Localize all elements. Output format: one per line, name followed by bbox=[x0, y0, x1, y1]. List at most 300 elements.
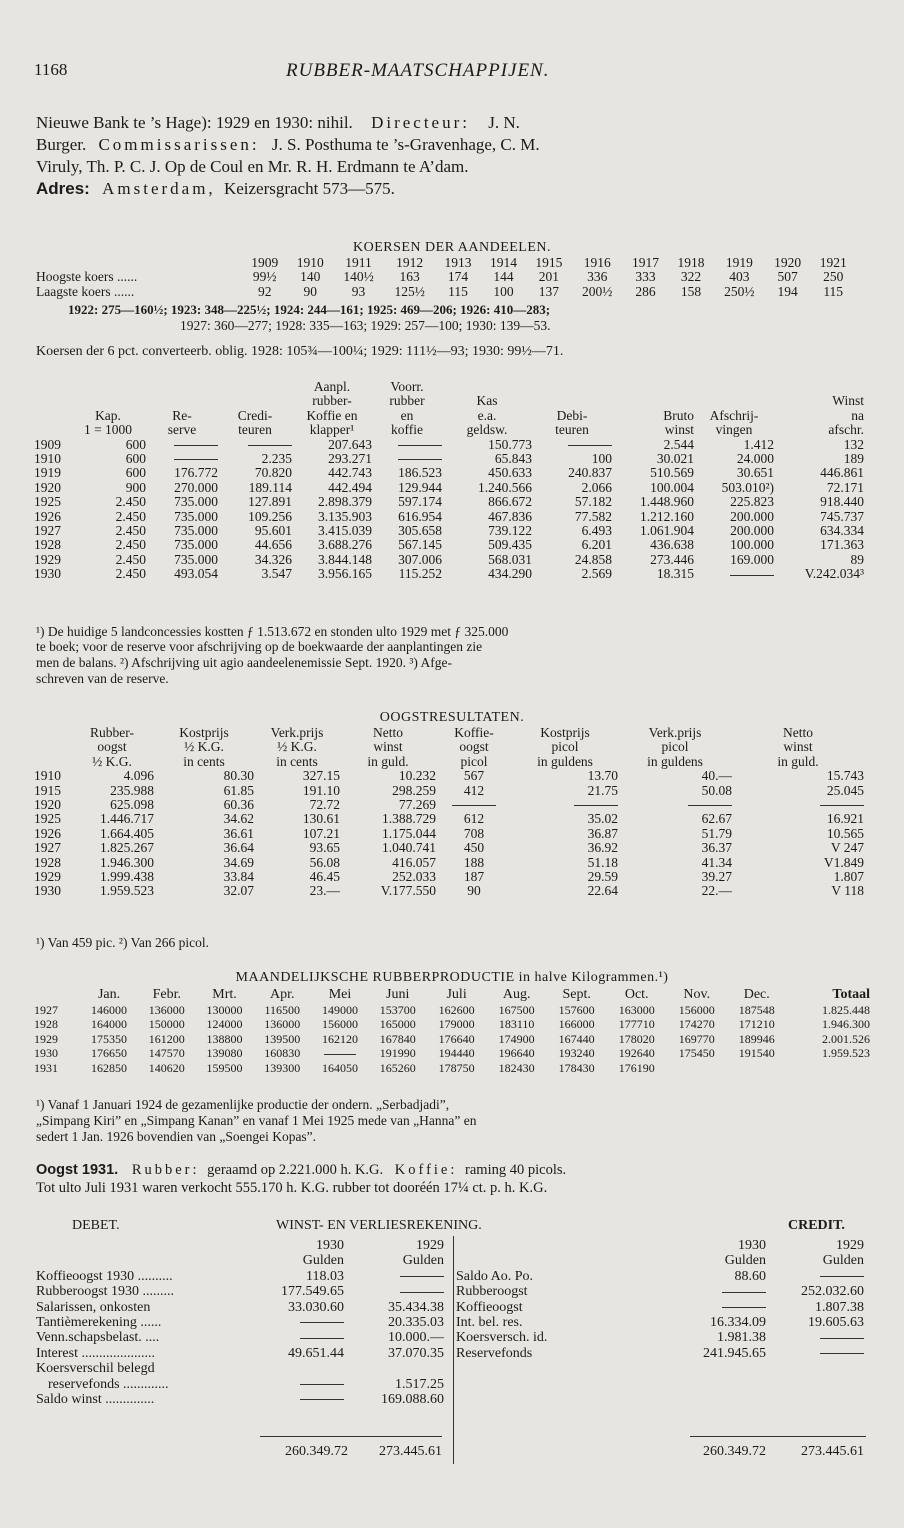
balans-cell: 2.066 bbox=[581, 479, 612, 495]
balans-cell: 509.435 bbox=[488, 537, 532, 553]
oogst-header-cell: in guldens bbox=[647, 753, 703, 769]
oogst-cell: 90 bbox=[467, 883, 481, 899]
oogst-cell: 22.64 bbox=[587, 883, 618, 899]
oogst-year: 1926 bbox=[34, 825, 61, 841]
directeur-name: J. N. bbox=[488, 113, 520, 132]
balans-cell: 200.000 bbox=[730, 508, 774, 524]
wv-year-b: 1929 bbox=[416, 1238, 444, 1253]
balans-cell: 450.633 bbox=[488, 465, 532, 481]
koersen-value: 333 bbox=[635, 269, 656, 285]
wv-row bbox=[36, 1361, 444, 1376]
oogst-year: 1915 bbox=[34, 782, 61, 798]
maand-value: 183110 bbox=[498, 1017, 535, 1032]
wv-label: Int. bel. res. bbox=[456, 1315, 523, 1331]
wv-amount: 37.070.35 bbox=[388, 1345, 444, 1361]
wv-amount bbox=[344, 1361, 444, 1376]
balans-cell: 1.412 bbox=[743, 436, 774, 452]
wv-total-credit-a: 260.349.72 bbox=[703, 1444, 766, 1459]
maand-month: Aug. bbox=[502, 987, 531, 1002]
maand-value: 194440 bbox=[438, 1046, 475, 1061]
wv-row bbox=[456, 1269, 864, 1284]
balans-header-cell: Koffie en bbox=[306, 407, 358, 423]
maand-month: Juni bbox=[386, 987, 410, 1002]
balans-cell: 616.954 bbox=[398, 508, 442, 524]
wv-amount: 241.945.65 bbox=[703, 1345, 766, 1361]
wv-amount: 88.60 bbox=[734, 1268, 766, 1284]
balans-year: 1930 bbox=[34, 566, 61, 582]
maand-value: 116500 bbox=[264, 1002, 301, 1017]
balans-header-cell bbox=[34, 423, 70, 437]
balans-cell bbox=[532, 438, 612, 452]
oogst-cell: 36.61 bbox=[223, 825, 254, 841]
oogst-cell: 450 bbox=[463, 840, 485, 856]
oogst-note: ¹) Van 459 pic. ²) Van 266 picol. bbox=[36, 935, 209, 950]
balans-note-1: ¹) De huidige 5 landconcessies kostten ƒ 1.513.672 en stonden ulto 1929 met ƒ 325.000 bbox=[36, 624, 509, 639]
maand-value: 174900 bbox=[498, 1031, 535, 1046]
maand-value: 164050 bbox=[321, 1060, 358, 1075]
dash-mark bbox=[568, 445, 612, 446]
commissarissen-names: J. S. Posthuma te ’s-Gravenhage, C. M. bbox=[271, 135, 540, 154]
oogst-cell: 46.45 bbox=[309, 869, 340, 885]
dash-mark bbox=[722, 1307, 766, 1308]
balans-cell: 2.450 bbox=[115, 566, 146, 582]
maand-value: 189946 bbox=[738, 1031, 775, 1046]
maand-value: 178430 bbox=[558, 1060, 595, 1075]
oogst-cell: 51.79 bbox=[701, 825, 732, 841]
maand-value: 161200 bbox=[148, 1031, 185, 1046]
koersen-value: 144 bbox=[493, 269, 514, 285]
balans-cell: 503.010²) bbox=[721, 479, 774, 495]
koersen-year: 1914 bbox=[489, 255, 517, 270]
balans-cell bbox=[146, 438, 218, 452]
koersen-year: 1912 bbox=[396, 255, 424, 270]
balans-cell: 307.006 bbox=[398, 551, 442, 567]
maand-value: 176650 bbox=[91, 1046, 128, 1061]
maand-month: Apr. bbox=[270, 987, 295, 1002]
maand-value: 177710 bbox=[618, 1017, 655, 1032]
oogst-header-cell: Koffie- bbox=[454, 725, 494, 740]
wv-row bbox=[36, 1300, 444, 1315]
wv-year-a: 1930 bbox=[738, 1238, 766, 1253]
oogst-header-cell: Kostprijs bbox=[540, 725, 590, 740]
wv-label: reservefonds ............. bbox=[48, 1376, 169, 1392]
maand-value: 139500 bbox=[264, 1031, 301, 1046]
oogst-cell: 1.959.523 bbox=[100, 883, 154, 899]
page-number: 1168 bbox=[34, 60, 68, 79]
oogst-cell: 13.70 bbox=[587, 768, 618, 784]
balans-cell: 600 bbox=[125, 465, 146, 481]
oogst-row bbox=[34, 798, 864, 812]
wv-label: Interest ..................... bbox=[36, 1345, 155, 1361]
dash-mark bbox=[574, 805, 618, 806]
koersen-year: 1915 bbox=[535, 255, 563, 270]
oogst-header-cell: Verk.prijs bbox=[648, 725, 702, 740]
oogst-cell: 1.040.741 bbox=[382, 840, 436, 856]
maand-value bbox=[667, 1061, 727, 1076]
balans-cell: 77.582 bbox=[574, 508, 612, 524]
koersen-value: 174 bbox=[447, 269, 469, 285]
oogst-cell: 1.999.438 bbox=[100, 869, 154, 885]
maand-value: 165260 bbox=[379, 1060, 416, 1075]
balans-cell: 3.844.148 bbox=[318, 551, 372, 567]
wv-amount: 35.434.38 bbox=[388, 1299, 444, 1315]
wv-amount bbox=[766, 1269, 864, 1284]
wv-label: Rubberoogst 1930 ......... bbox=[36, 1284, 175, 1300]
balans-cell: 6.201 bbox=[581, 537, 612, 553]
balans-header-cell bbox=[694, 380, 774, 394]
balans-cell: V.242.034³ bbox=[804, 566, 864, 582]
oogst-year: 1930 bbox=[34, 883, 61, 899]
oogst-cell: 1.807 bbox=[833, 869, 864, 885]
maand-value: 153700 bbox=[379, 1002, 416, 1017]
oogst-cell: 612 bbox=[463, 811, 485, 827]
balans-cell: 600 bbox=[125, 436, 146, 452]
oogst-cell: 36.92 bbox=[587, 840, 618, 856]
maand-value: 162120 bbox=[321, 1031, 358, 1046]
oogst-cell: 10.565 bbox=[826, 825, 864, 841]
wv-amount: 169.088.60 bbox=[381, 1392, 444, 1408]
koersen-value: 286 bbox=[635, 283, 656, 299]
balans-cell: 273.446 bbox=[650, 551, 694, 567]
oogst-cell: 40.— bbox=[701, 768, 732, 784]
oogst-cell: 60.36 bbox=[223, 797, 254, 813]
oogst1931-label: Oogst 1931. bbox=[36, 1162, 119, 1178]
wv-label: Koersverschil belegd bbox=[36, 1361, 155, 1377]
balans-cell: 600 bbox=[125, 451, 146, 467]
maand-value: 138800 bbox=[206, 1031, 243, 1046]
wv-amount bbox=[676, 1300, 766, 1315]
balans-cell: 446.861 bbox=[820, 465, 864, 481]
balans-row bbox=[34, 452, 864, 466]
oogst-header-cell: in cents bbox=[276, 753, 318, 769]
balans-header-cell: Credi- bbox=[237, 407, 273, 423]
maand-value: 164000 bbox=[91, 1017, 128, 1032]
oogst-cell: 298.259 bbox=[392, 782, 436, 798]
intro-line-3: Viruly, Th. P. C. J. Op de Coul en Mr. R. H. Erdmann te A’dam. bbox=[36, 157, 469, 176]
wv-row bbox=[36, 1315, 444, 1330]
koersen-value: 115 bbox=[448, 283, 468, 299]
balans-cell: 735.000 bbox=[174, 523, 218, 539]
wv-amount: 1.807.38 bbox=[815, 1299, 864, 1315]
dash-mark bbox=[248, 445, 292, 446]
balans-header-row bbox=[34, 409, 864, 423]
oogst-cell: V 118 bbox=[831, 883, 864, 899]
oogst-row bbox=[34, 841, 864, 855]
dash-mark bbox=[174, 445, 218, 446]
koersen-year: 1916 bbox=[583, 255, 611, 270]
maand-month: Juli bbox=[446, 987, 467, 1002]
wv-row bbox=[456, 1300, 864, 1315]
wv-credit-label: CREDIT. bbox=[788, 1218, 845, 1233]
balans-row bbox=[34, 438, 864, 452]
wv-total-debet-a: 260.349.72 bbox=[285, 1444, 348, 1459]
balans-header-cell: Aanpl. bbox=[313, 379, 351, 394]
balans-cell bbox=[372, 452, 442, 466]
wv-amount bbox=[260, 1377, 344, 1392]
rubber-label: Rubber: bbox=[131, 1162, 200, 1178]
balans-row bbox=[34, 481, 864, 495]
maand-value: 162600 bbox=[438, 1002, 475, 1017]
balans-cell: 1.061.904 bbox=[640, 523, 694, 539]
balans-row bbox=[34, 510, 864, 524]
koersen-value: 90 bbox=[303, 283, 317, 299]
koersen-year: 1917 bbox=[632, 255, 660, 270]
wv-year-b: 1929 bbox=[836, 1238, 864, 1253]
balans-year: 1929 bbox=[34, 551, 61, 567]
balans-header-cell bbox=[442, 380, 532, 394]
balans-note-2: te boek; voor de reserve voor afschrijving op de boekwaarde der aanplantingen zie bbox=[36, 639, 483, 654]
balans-header-cell bbox=[218, 394, 292, 408]
oogst-cell: 1.446.717 bbox=[100, 811, 154, 827]
maand-note-3: sedert 1 Jan. 1926 bovendien van „Soengei Kopas”. bbox=[36, 1129, 317, 1144]
wv-unit: Gulden bbox=[302, 1253, 344, 1269]
oogst-year: 1927 bbox=[34, 840, 61, 856]
dash-mark bbox=[300, 1322, 344, 1323]
balans-header-cell bbox=[34, 394, 70, 408]
balans-header-cell: Kas bbox=[476, 393, 498, 409]
oogst-cell: 252.033 bbox=[392, 869, 436, 885]
koersen-line-bold: 1922: 275—160½; 1923: 348—225½; 1924: 244—161; 1925: 469—206; 1926: 410—283; bbox=[68, 302, 551, 317]
balans-cell: 70.820 bbox=[254, 465, 292, 481]
oogst-header-cell: winst bbox=[373, 739, 403, 755]
balans-cell: 3.956.165 bbox=[318, 566, 372, 582]
oogst-cell: 62.67 bbox=[701, 811, 732, 827]
wv-row bbox=[36, 1377, 444, 1392]
balans-row bbox=[34, 524, 864, 538]
koersen-value: 200½ bbox=[582, 283, 613, 299]
balans-header-cell bbox=[218, 380, 292, 394]
balans-cell: 493.054 bbox=[174, 566, 218, 582]
koersen-row bbox=[36, 285, 856, 299]
maand-month: Mrt. bbox=[212, 987, 237, 1002]
balans-header-cell: Afschrij- bbox=[709, 407, 759, 423]
balans-cell: 2.450 bbox=[115, 523, 146, 539]
balans-cell: 44.656 bbox=[254, 537, 292, 553]
balans-year: 1919 bbox=[34, 465, 61, 481]
wv-row bbox=[36, 1330, 444, 1345]
koersen-value: 201 bbox=[538, 269, 560, 285]
koersen-year-row bbox=[36, 256, 856, 270]
wv-amount: 1.517.25 bbox=[395, 1376, 444, 1392]
maand-note-1: ¹) Vanaf 1 Januari 1924 de gezamenlijke productie der ondern. „Serbadjadi”, bbox=[36, 1097, 450, 1112]
dash-mark bbox=[400, 1276, 444, 1277]
balans-header-cell: en bbox=[400, 407, 414, 423]
koersen-row-label: Hoogste koers ...... bbox=[36, 269, 138, 285]
dash-mark bbox=[398, 445, 442, 446]
balans-cell: 169.000 bbox=[730, 551, 774, 567]
wv-amount bbox=[676, 1284, 766, 1299]
maand-month: Sept. bbox=[562, 987, 591, 1002]
oogst-cell: 32.07 bbox=[223, 883, 254, 899]
wv-total-debet-b: 273.445.61 bbox=[379, 1444, 442, 1459]
maand-value: 169770 bbox=[678, 1031, 715, 1046]
wv-amount: 33.030.60 bbox=[288, 1299, 344, 1315]
maand-value: 139300 bbox=[264, 1060, 301, 1075]
oogst-header-row bbox=[34, 740, 864, 754]
wv-title: WINST- EN VERLIESREKENING. bbox=[276, 1218, 482, 1233]
maand-value: 176190 bbox=[618, 1060, 655, 1075]
dash-mark bbox=[174, 459, 218, 460]
balans-cell: 24.000 bbox=[736, 451, 774, 467]
oogst-header-cell: Kostprijs bbox=[179, 725, 229, 740]
koersen-value: 194 bbox=[777, 283, 798, 299]
balans-year: 1909 bbox=[34, 436, 61, 452]
oogst-table bbox=[34, 726, 864, 899]
balans-cell: 109.256 bbox=[248, 508, 292, 524]
maand-month: Dec. bbox=[743, 987, 770, 1002]
balans-header-cell bbox=[34, 380, 70, 394]
balans-cell: 132 bbox=[843, 436, 864, 452]
oogst-header-cell: picol bbox=[661, 739, 689, 755]
maand-value bbox=[727, 1061, 787, 1076]
maand-value bbox=[787, 1061, 870, 1076]
wv-row bbox=[36, 1269, 444, 1284]
balans-header-cell: winst bbox=[664, 422, 694, 438]
balans-cell: 100.004 bbox=[650, 479, 694, 495]
oogst-row bbox=[34, 870, 864, 884]
adres-street: Keizersgracht 573—575. bbox=[223, 179, 395, 198]
maand-value: 178750 bbox=[438, 1060, 475, 1075]
maand-row bbox=[34, 1032, 870, 1047]
maand-value: 130000 bbox=[206, 1002, 243, 1017]
wv-amount bbox=[260, 1330, 344, 1345]
koersen-value: 336 bbox=[587, 269, 608, 285]
dash-mark bbox=[398, 459, 442, 460]
balans-cell: 24.858 bbox=[574, 551, 612, 567]
oogst-cell: 416.057 bbox=[392, 854, 436, 870]
maand-value: 1.946.300 bbox=[822, 1017, 870, 1032]
balans-cell: 150.773 bbox=[488, 436, 532, 452]
koersen-line: 1927: 360—277; 1928: 335—163; 1929: 257—100; 1930: 139—53. bbox=[180, 318, 551, 333]
koersen-value: 250½ bbox=[724, 283, 755, 299]
oogst-cell: 25.045 bbox=[826, 782, 864, 798]
balans-header-cell: klapper¹ bbox=[309, 422, 355, 438]
koersen-value: 115 bbox=[823, 283, 844, 299]
dash-mark bbox=[300, 1338, 344, 1339]
maand-value: 140620 bbox=[148, 1060, 185, 1075]
maand-year: 1927 bbox=[34, 1002, 58, 1017]
koffie-label: Koffie: bbox=[394, 1162, 458, 1178]
oogst-cell: V 247 bbox=[830, 840, 864, 856]
koersen-year: 1919 bbox=[725, 255, 753, 270]
dash-mark bbox=[452, 805, 496, 806]
balans-header-cell: e.a. bbox=[477, 407, 497, 423]
balans-header-cell: Voorr. bbox=[390, 379, 424, 394]
balans-row bbox=[34, 553, 864, 567]
maand-value: 156000 bbox=[678, 1002, 715, 1017]
koersen-value: 158 bbox=[680, 283, 702, 299]
koersen-oblig: Koersen der 6 pct. converteerb. oblig. 1928: 105¾—100¼; 1929: 111½—93; 1930: 99½—71. bbox=[36, 344, 564, 359]
wv-amount bbox=[766, 1346, 864, 1361]
oogst-header-cell: ½ K.G. bbox=[184, 739, 224, 755]
koersen-title: KOERSEN DER AANDEELEN. bbox=[352, 240, 552, 255]
balans-cell: 900 bbox=[125, 479, 146, 495]
maand-value: 146000 bbox=[91, 1002, 128, 1017]
oogst-cell: 1.388.729 bbox=[382, 811, 436, 827]
wv-total-line-left bbox=[260, 1436, 442, 1437]
balans-cell: 2.450 bbox=[115, 537, 146, 553]
balans-cell: 57.182 bbox=[574, 494, 612, 510]
maand-value: 1.959.523 bbox=[822, 1046, 870, 1061]
maand-title: MAANDELIJKSCHE RUBBERPRODUCTIE in halve Kilogrammen.¹) bbox=[235, 970, 669, 985]
maand-value: 1.825.448 bbox=[822, 1002, 870, 1017]
oogst-cell bbox=[618, 798, 732, 812]
balans-cell: 442.494 bbox=[328, 479, 372, 495]
dash-mark bbox=[300, 1399, 344, 1400]
dash-mark bbox=[722, 1292, 766, 1293]
balans-header-cell: teuren bbox=[238, 422, 272, 438]
maand-year: 1930 bbox=[34, 1046, 58, 1061]
maand-month: Nov. bbox=[683, 987, 711, 1002]
balans-header-cell: Debi- bbox=[556, 407, 588, 423]
wv-label: Koffieoogst bbox=[456, 1299, 523, 1315]
oogst-cell: 35.02 bbox=[587, 811, 618, 827]
balans-cell: 735.000 bbox=[174, 508, 218, 524]
oogst-cell: 327.15 bbox=[302, 768, 340, 784]
maand-value: 187548 bbox=[738, 1002, 775, 1017]
maand-year: 1929 bbox=[34, 1031, 58, 1046]
wv-amount bbox=[260, 1361, 344, 1376]
balans-note-4: schreven van de reserve. bbox=[36, 671, 169, 686]
balans-cell: 745.737 bbox=[820, 508, 864, 524]
wv-row bbox=[36, 1392, 444, 1407]
balans-cell: 100.000 bbox=[730, 537, 774, 553]
oogst-cell: 36.37 bbox=[701, 840, 732, 856]
wv-debet-label: DEBET. bbox=[72, 1218, 120, 1233]
wv-amount: 118.03 bbox=[306, 1268, 344, 1284]
maand-month: Mei bbox=[328, 987, 352, 1002]
maand-value: 192640 bbox=[618, 1046, 655, 1061]
balans-cell: 186.523 bbox=[398, 465, 442, 481]
balans-cell: 225.823 bbox=[730, 494, 774, 510]
koersen-value: 163 bbox=[399, 269, 420, 285]
oogst-cell: 33.84 bbox=[223, 869, 254, 885]
balans-cell: 65.843 bbox=[494, 451, 532, 467]
oogst-header-cell: in guld. bbox=[777, 753, 819, 769]
balans-cell: 2.544 bbox=[663, 436, 694, 452]
oogst-cell: 191.10 bbox=[302, 782, 340, 798]
oogst-cell: 16.921 bbox=[826, 811, 864, 827]
balans-cell: 1.448.960 bbox=[640, 494, 694, 510]
balans-table bbox=[34, 380, 864, 582]
page-title: RUBBER-MAATSCHAPPIJEN. bbox=[286, 60, 550, 81]
balans-header-cell bbox=[532, 380, 612, 394]
wv-label: Tantièmerekening ...... bbox=[36, 1315, 162, 1331]
koersen-year: 1913 bbox=[444, 255, 472, 270]
oogst-header-cell: ½ K.G. bbox=[92, 753, 132, 769]
balans-header-cell bbox=[694, 394, 774, 408]
maand-year: 1928 bbox=[34, 1017, 58, 1032]
balans-header-cell: afschr. bbox=[828, 422, 864, 438]
balans-header-row bbox=[34, 423, 864, 437]
balans-cell: 3.688.276 bbox=[318, 537, 372, 553]
maand-value: 171210 bbox=[738, 1017, 775, 1032]
oogst-cell: 567 bbox=[463, 768, 485, 784]
koersen-year-label-cell bbox=[36, 256, 242, 270]
oogst-cell: 1.825.267 bbox=[100, 840, 154, 856]
oogst-cell: V.177.550 bbox=[380, 883, 436, 899]
balans-cell: 72.171 bbox=[826, 479, 864, 495]
koersen-value: 125½ bbox=[394, 283, 425, 299]
wv-amount: 252.032.60 bbox=[801, 1284, 864, 1300]
balans-cell: 597.174 bbox=[398, 494, 442, 510]
maand-value: 167840 bbox=[379, 1031, 416, 1046]
maand-month: Oct. bbox=[624, 987, 649, 1002]
balans-cell: 6.493 bbox=[581, 523, 612, 539]
maand-value: 191540 bbox=[738, 1046, 775, 1061]
oogst-header-cell: Rubber- bbox=[90, 725, 134, 740]
oogst-cell: 187 bbox=[463, 869, 485, 885]
